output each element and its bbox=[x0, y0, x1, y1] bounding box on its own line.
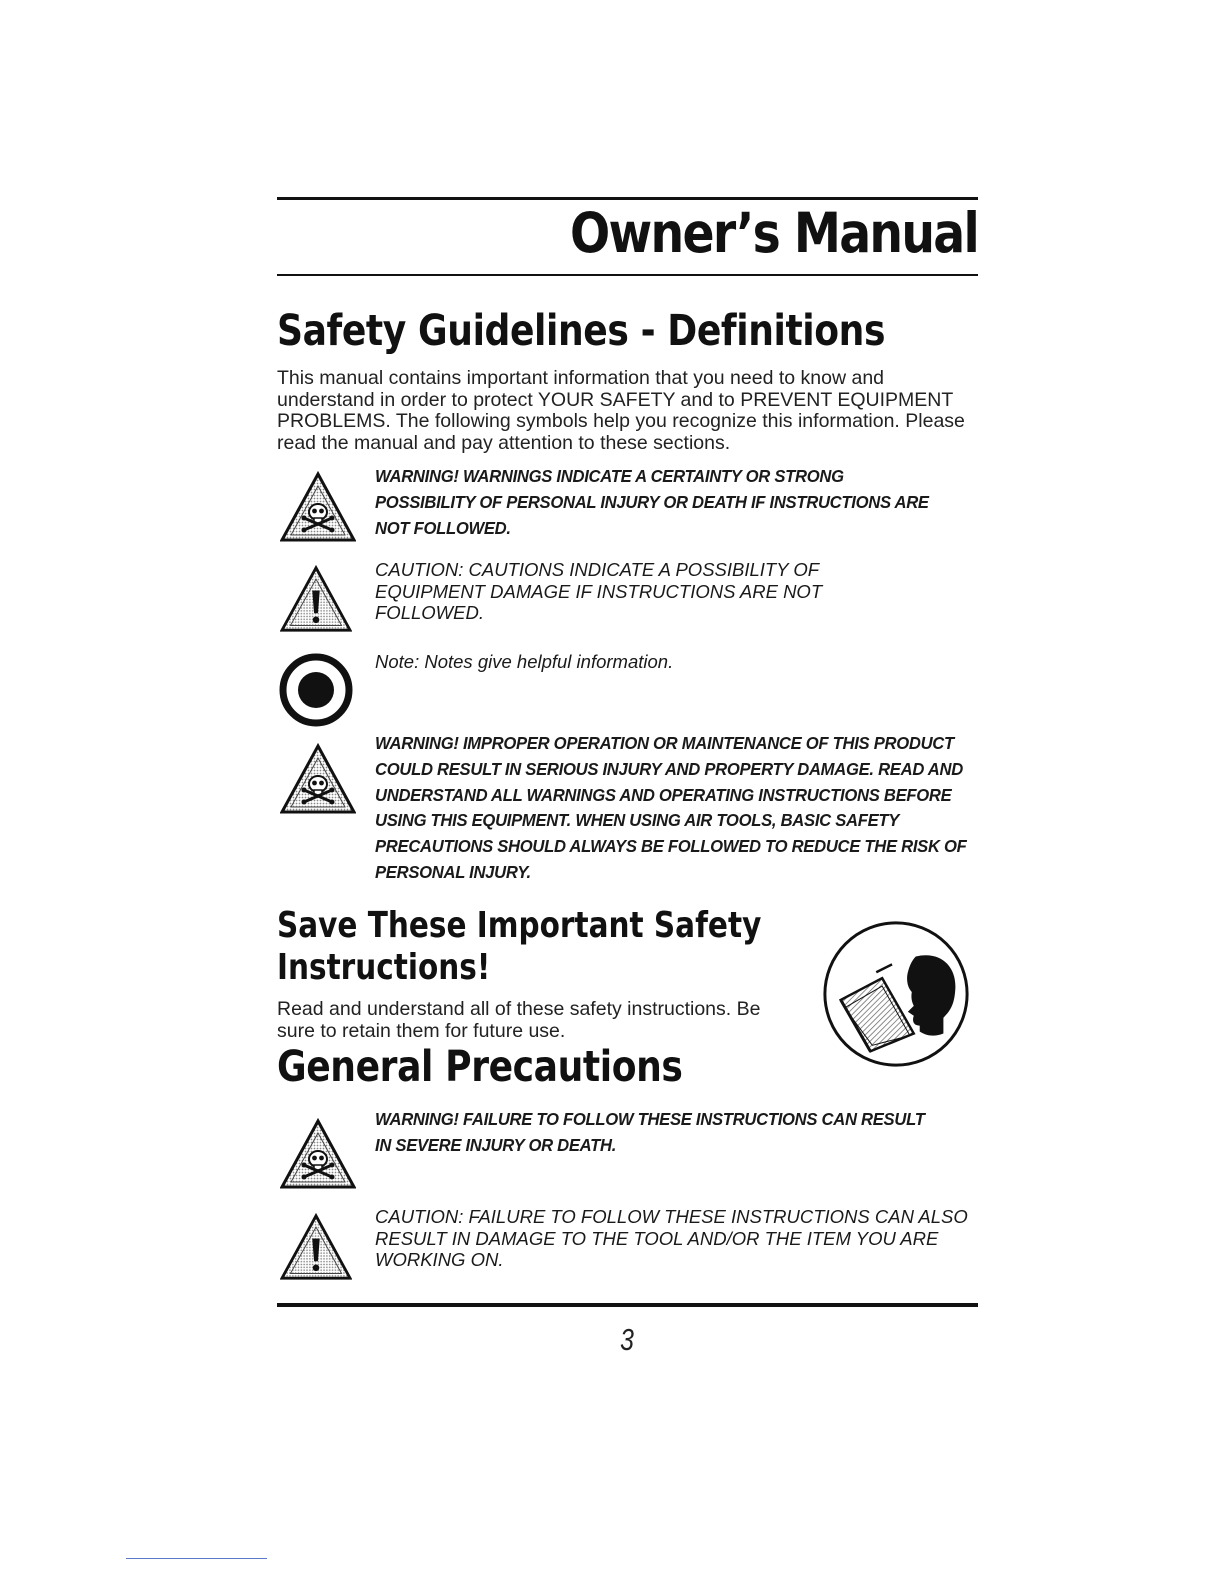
skull-warning-icon bbox=[280, 470, 356, 544]
footnote-rule bbox=[126, 1558, 267, 1559]
footer-rule bbox=[277, 1303, 978, 1307]
precaution-warning-text: WARNING! FAILURE TO FOLLOW THESE INSTRUCTIONS CAN RESULT IN SEVERE INJURY OR DEATH. bbox=[375, 1109, 925, 1155]
definition-operation-warning-text: WARNING! IMPROPER OPERATION OR MAINTENANCE OF THIS PRODUCT COULD RESULT IN SERIOUS INJURY AND PROPERTY DAMAGE. READ AND UNDERSTAND ALL WARNINGS AND OPERATING INSTRUCTIONS BEFORE USING THIS EQUIPMENT. WHEN USING AIR TOOLS, BASIC SAFETY PRECAUTIONS SHOULD ALWAYS BE FOLLOWED TO REDUCE THE RISK OF PERSONAL INJURY. bbox=[375, 733, 967, 882]
note-circle-icon bbox=[279, 653, 353, 727]
safety-guidelines-intro: This manual contains important information that you need to know and understand in order to protect YOUR SAFETY and to PREVENT EQUIPMENT PROBLEMS. The following symbols help you recognize this information. Please read the manual and pay attention to these sections. bbox=[277, 367, 965, 455]
exclamation-caution-icon bbox=[280, 1212, 352, 1282]
page-number: 3 bbox=[620, 1322, 634, 1357]
definition-caution-text: CAUTION: CAUTIONS INDICATE A POSSIBILITY OF EQUIPMENT DAMAGE IF INSTRUCTIONS ARE NOT FOLLOWED. bbox=[375, 559, 823, 623]
exclamation-caution-icon bbox=[280, 564, 352, 634]
definition-note-text: Note: Notes give helpful information. bbox=[375, 651, 674, 672]
header-bottom-rule bbox=[277, 274, 978, 276]
save-instructions-heading-line1: Save These Important Safety bbox=[277, 905, 762, 946]
precaution-caution-text: CAUTION: FAILURE TO FOLLOW THESE INSTRUCTIONS CAN ALSO RESULT IN DAMAGE TO THE TOOL AND/OR THE ITEM YOU ARE WORKING ON. bbox=[375, 1206, 968, 1270]
header-top-rule bbox=[277, 197, 978, 200]
read-manual-icon bbox=[817, 915, 975, 1073]
skull-warning-icon bbox=[280, 1117, 356, 1191]
safety-guidelines-heading: Safety Guidelines - Definitions bbox=[277, 306, 886, 356]
page-title: Owner’s Manual bbox=[570, 201, 978, 265]
definition-warning-text: WARNING! WARNINGS INDICATE A CERTAINTY OR STRONG POSSIBILITY OF PERSONAL INJURY OR DEATH IF INSTRUCTIONS ARE NOT FOLLOWED. bbox=[375, 466, 929, 538]
general-precautions-heading: General Precautions bbox=[277, 1042, 683, 1092]
save-instructions-body: Read and understand all of these safety instructions. Be sure to retain them for future use. bbox=[277, 998, 761, 1042]
skull-warning-icon bbox=[280, 742, 356, 816]
save-instructions-heading-line2: Instructions! bbox=[277, 947, 491, 988]
